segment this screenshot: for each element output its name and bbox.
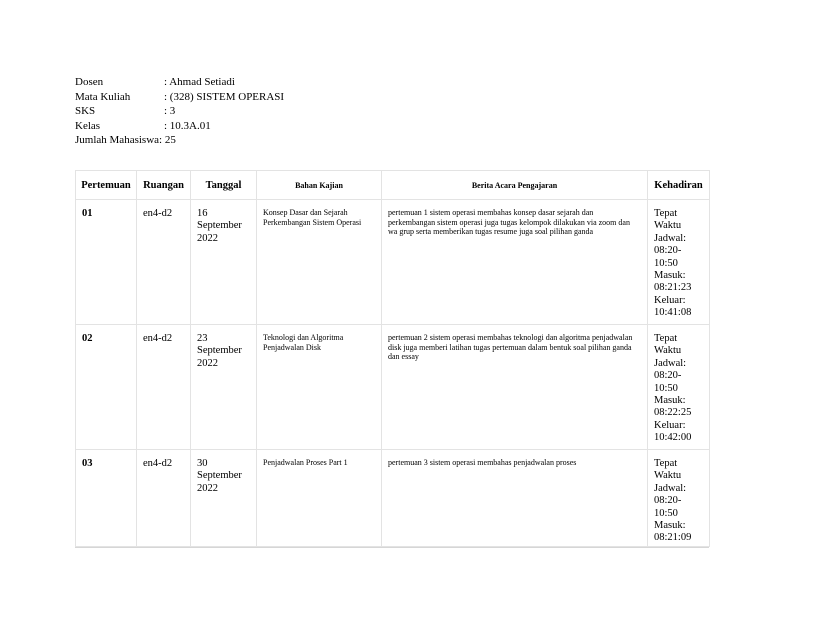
cell-pertemuan: 03: [76, 450, 137, 547]
cell-tanggal: 16 September 2022: [191, 200, 257, 325]
attendance-table: [75, 170, 710, 547]
cell-bahan-kajian: Penjadwalan Proses Part 1: [257, 450, 382, 547]
info-value: : Ahmad Setiadi: [164, 76, 235, 88]
table-header-row: [76, 171, 710, 200]
cell-ruangan: en4-d2: [137, 325, 191, 450]
cell-berita-acara: pertemuan 1 sistem operasi membahas konsep dasar sejarah dan perkembangan sistem operasi juga tugas kelompok dilakukan via zoom dan wa grup serta memberikan tugas resume juga soal pilihan ganda: [382, 200, 648, 325]
table-row: [76, 200, 710, 325]
info-label: SKS: [75, 105, 96, 117]
cell-ruangan: en4-d2: [137, 450, 191, 547]
header-pertemuan: Pertemuan: [76, 171, 137, 200]
cell-bahan-kajian: Teknologi dan Algoritma Penjadwalan Disk: [257, 325, 382, 450]
cell-berita-acara: pertemuan 3 sistem operasi membahas penjadwalan proses: [382, 450, 648, 547]
header-berita-acara: Berita Acara Pengajaran: [382, 171, 648, 200]
info-value: : 25: [159, 134, 176, 146]
cell-ruangan: en4-d2: [137, 200, 191, 325]
cell-kehadiran: Tepat Waktu Jadwal: 08:20-10:50 Masuk: 08:21:09: [648, 450, 710, 547]
table-row: [76, 450, 710, 547]
cell-pertemuan: 02: [76, 325, 137, 450]
course-info: [75, 75, 284, 148]
info-label: Mata Kuliah: [75, 90, 131, 103]
info-sks: [75, 104, 284, 119]
info-jumlah-mahasiswa: [75, 133, 284, 148]
cell-tanggal: 23 September 2022: [191, 325, 257, 450]
info-dosen: [75, 75, 284, 90]
header-kehadiran: Kehadiran: [648, 171, 710, 200]
header-tanggal: Tanggal: [191, 171, 257, 200]
cell-pertemuan: 01: [76, 200, 137, 325]
info-mata-kuliah: [75, 90, 284, 105]
header-bahan-kajian: Bahan Kajian: [257, 171, 382, 200]
info-label: Jumlah Mahasiswa: [75, 134, 160, 146]
cell-tanggal: 30 September 2022: [191, 450, 257, 547]
info-label: Dosen: [75, 76, 104, 88]
info-kelas: [75, 119, 284, 134]
info-value: : 10.3A.01: [164, 119, 211, 132]
cell-berita-acara: pertemuan 2 sistem operasi membahas teknologi dan algoritma penjadwalan disk juga memberi latihan tugas pertemuan dalam bentuk soal pilihan ganda dan essay: [382, 325, 648, 450]
info-label: Kelas: [75, 119, 101, 132]
header-ruangan: Ruangan: [137, 171, 191, 200]
cell-kehadiran: Tepat Waktu Jadwal: 08:20-10:50 Masuk: 08:22:25 Keluar: 10:42:00: [648, 325, 710, 450]
cell-kehadiran: Tepat Waktu Jadwal: 08:20-10:50 Masuk: 08:21:23 Keluar: 10:41:08: [648, 200, 710, 325]
table-row: [76, 325, 710, 450]
cell-bahan-kajian: Konsep Dasar dan Sejarah Perkembangan Sistem Operasi: [257, 200, 382, 325]
info-value: : 3: [164, 105, 176, 117]
attendance-table-wrap: [75, 170, 709, 548]
info-value: : (328) SISTEM OPERASI: [164, 90, 285, 103]
